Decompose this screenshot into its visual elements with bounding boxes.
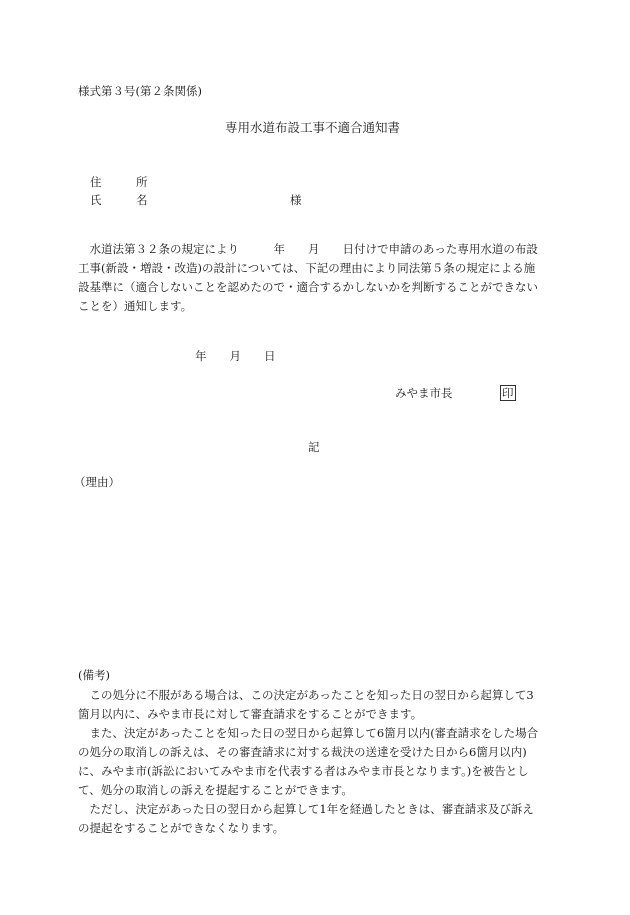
body-line: 水道法第３２条の規定により 年 月 日付けで申請のあった専用水道の布設 bbox=[78, 242, 538, 256]
seal-text: 印 bbox=[502, 386, 514, 400]
date-line: 年 月 日 bbox=[195, 349, 276, 363]
note-line: の提起をすることができなくなります。 bbox=[78, 821, 285, 835]
name-label: 氏 名 bbox=[90, 193, 148, 207]
document-title: 専用水道布設工事不適合通知書 bbox=[225, 120, 401, 135]
note-line: の処分の取消しの訴えは、その審査請求に対する裁決の送達を受けた日から6箇月以内) bbox=[78, 745, 527, 759]
note-line: この処分に不服がある場合は、この決定があったことを知った日の翌日から起算して3 bbox=[78, 688, 534, 702]
reason-label: （理由） bbox=[74, 475, 120, 489]
note-line: また、決定があったことを知った日の翌日から起算して6箇月以内(審査請求をした場合 bbox=[78, 726, 539, 740]
issuer-name: みやま市長 bbox=[395, 386, 453, 400]
address-label: 住 所 bbox=[90, 175, 148, 189]
body-line: 設基準に（適合しないことを認めたので・適合するかしないかを判断することができない bbox=[78, 280, 538, 294]
note-line: て、処分の取消しの訴えを提起することができます。 bbox=[78, 783, 353, 797]
notes-body bbox=[78, 686, 556, 838]
seal-mark bbox=[500, 385, 516, 401]
ki-heading: 記 bbox=[308, 440, 320, 454]
body-line: 工事(新設・増設・改造)の設計については、下記の理由により同法第５条の規定による施 bbox=[78, 261, 536, 275]
form-number: 様式第３号(第２条関係) bbox=[78, 84, 202, 98]
honorific: 様 bbox=[290, 193, 302, 207]
notes-heading: (備考) bbox=[78, 668, 110, 682]
note-line: ただし、決定があった日の翌日から起算して1年を経過したときは、審査請求及び訴え bbox=[78, 802, 534, 816]
notice-body bbox=[78, 240, 556, 316]
note-line: 箇月以内に、みやま市長に対して審査請求をすることができます。 bbox=[78, 707, 423, 721]
body-line: ことを）通知します。 bbox=[78, 299, 193, 313]
note-line: に、みやま市(訴訟においてみやま市を代表する者はみやま市長となります。)を被告とし bbox=[78, 764, 529, 778]
